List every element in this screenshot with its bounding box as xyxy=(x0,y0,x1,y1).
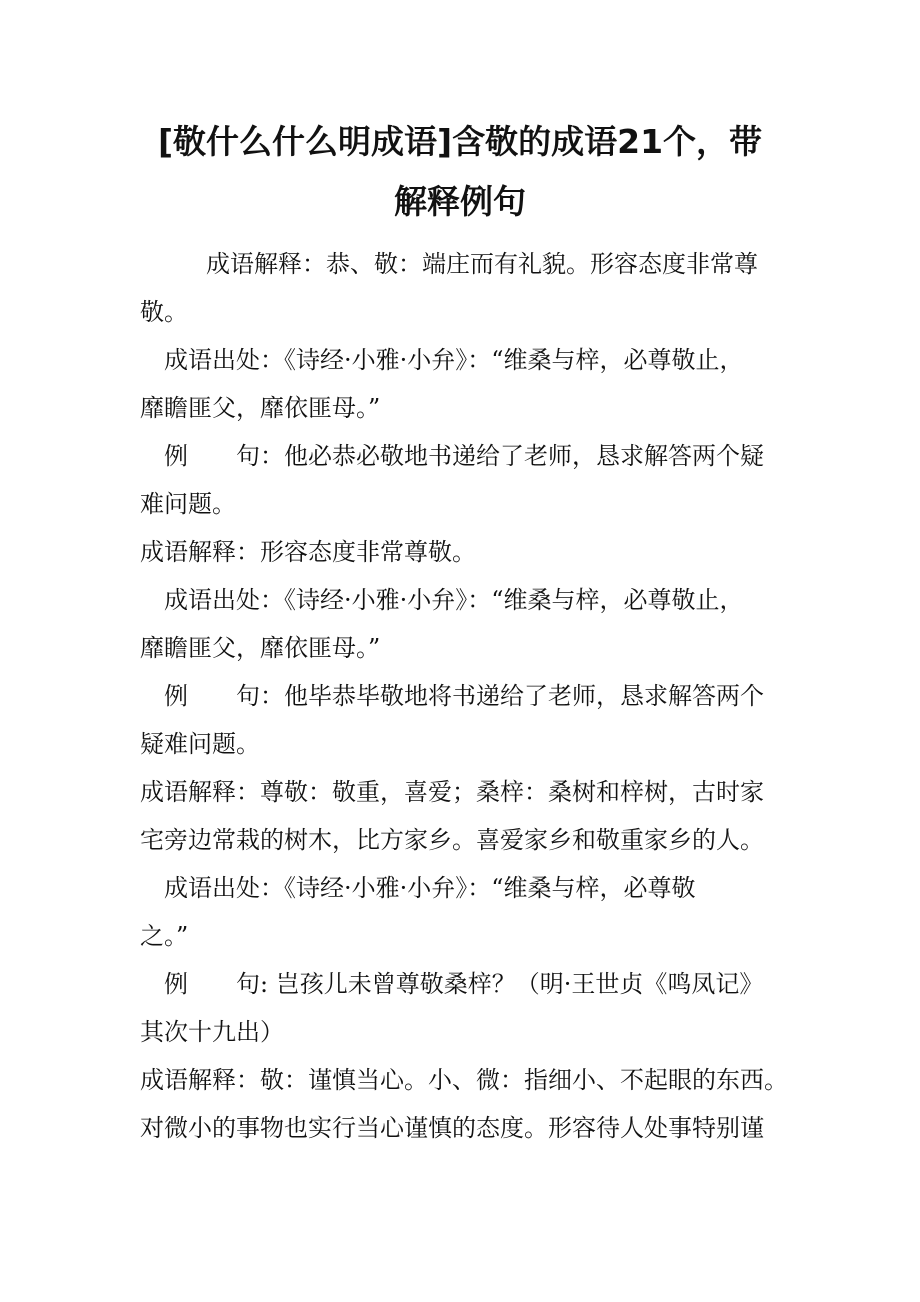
body-line: 句：他必恭必敬地书递给了老师，恳求解答两个疑 xyxy=(236,442,764,470)
body-line: 成语解释：形容态度非常尊敬。 xyxy=(140,538,476,566)
body-line: 例 xyxy=(164,970,188,998)
body-line: 疑难问题。 xyxy=(140,730,260,758)
body-line: 成语解释：敬：谨慎当心。小、微：指细小、不起眼的东西。 xyxy=(140,1066,788,1094)
body-line: 成语出处：《诗经·小雅·小弁》：“维桑与梓，必尊敬 xyxy=(164,874,696,902)
title-line-1: [敬什么什么明成语]含敬的成语21个，带 xyxy=(157,122,763,161)
body-line: 之。” xyxy=(140,922,189,950)
body-line: 句：他毕恭毕敬地将书递给了老师，恳求解答两个 xyxy=(236,682,764,710)
body-line: 其次十九出） xyxy=(140,1018,284,1046)
body-line: 难问题。 xyxy=(140,490,236,518)
body-line: 句: 岂孩儿未曾尊敬桑梓？（明·王世贞《鸣凤记》 xyxy=(236,970,764,998)
body-line: 对微小的事物也实行当心谨慎的态度。形容待人处事特别谨 xyxy=(140,1114,764,1142)
body-line: 例 xyxy=(164,442,188,470)
body-line: 靡瞻匪父，靡依匪母。” xyxy=(140,634,381,662)
title-line-2: 解释例句 xyxy=(394,182,526,221)
body-line: 例 xyxy=(164,682,188,710)
body-line: 敬。 xyxy=(140,298,188,326)
body-line: 靡瞻匪父，靡依匪母。” xyxy=(140,394,381,422)
body-line: 成语出处：《诗经·小雅·小弁》：“维桑与梓，必尊敬止， xyxy=(164,586,744,614)
document-title xyxy=(100,112,820,232)
body-line: 成语出处：《诗经·小雅·小弁》：“维桑与梓，必尊敬止， xyxy=(164,346,744,374)
body-line: 成语解释：尊敬：敬重，喜爱；桑梓：桑树和梓树，古时家 xyxy=(140,778,764,806)
body-line: 宅旁边常栽的树木，比方家乡。喜爱家乡和敬重家乡的人。 xyxy=(140,826,764,854)
body-line: 成语解释：恭、敬：端庄而有礼貌。形容态度非常尊 xyxy=(206,250,758,278)
